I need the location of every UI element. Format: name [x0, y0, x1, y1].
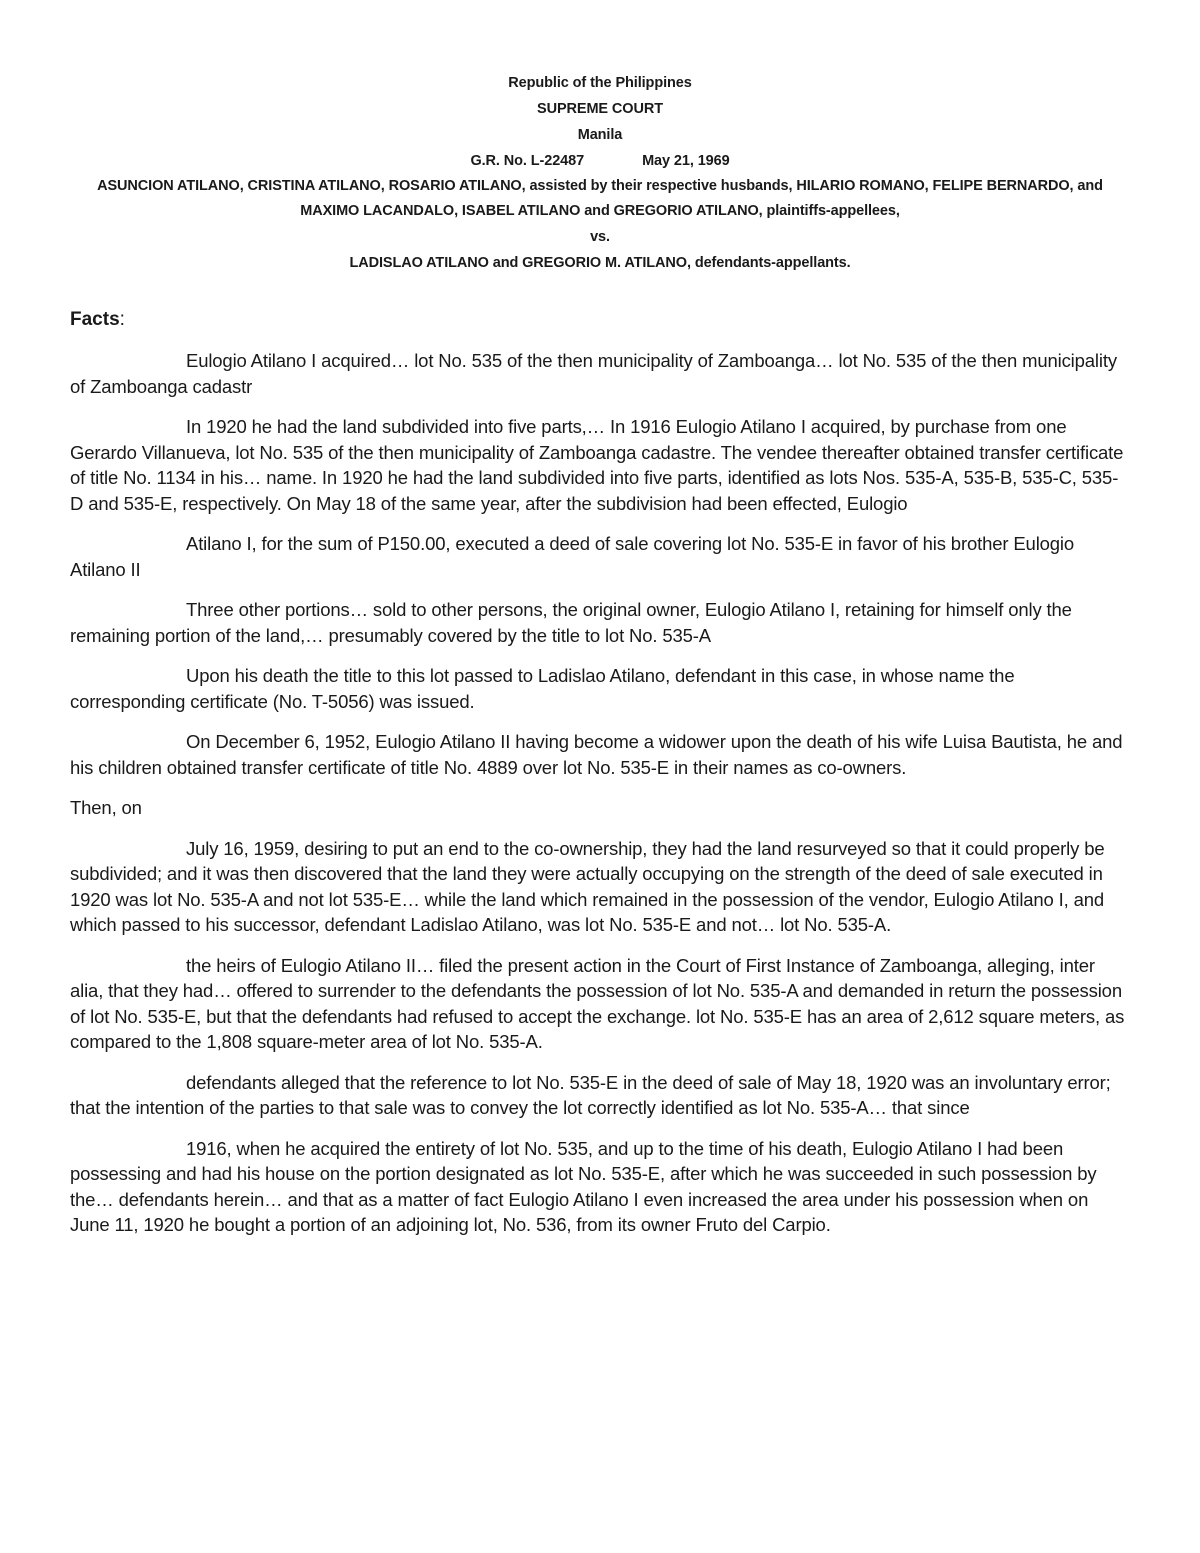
decision-date: May 21, 1969 [642, 153, 730, 169]
paragraph: In 1920 he had the land subdivided into five parts,… In 1916 Eulogio Atilano I acquired, by purchase from one Gerardo Villanueva, lot No. 535 of the then municipality of Zamboanga cadastre. The vendee thereafter obtained transfer certificate of title No. 1134 in his… name. In 1920 he had the land subdivided into five parts, identified as lots Nos. 535-A, 535-B, 535-C, 535-D and 535-E, respectively. On May 18 of the same year, after the subdivision had been effected, Eulogio [70, 416, 1124, 514]
court-line: SUPREME COURT [537, 101, 663, 117]
paragraph: the heirs of Eulogio Atilano II… filed the present action in the Court of First Instance of Zamboanga, alleging, inter alia, that they had… offered to surrender to the defendants the possession of lot No. 535-A and demanded in return the possession of lot No. 535-E, but that the defendants had refused to accept the exchange. lot No. 535-E has an area of 2,612 square meters, as compared to the 1,808 square-meter area of lot No. 535-A. [70, 954, 1125, 1052]
republic-line: Republic of the Philippines [508, 75, 692, 91]
facts-heading [70, 306, 1130, 334]
case-header [70, 70, 1130, 276]
paragraph: July 16, 1959, desiring to put an end to the co-ownership, they had the land resurveyed so that it could properly be subdivided; and it was then discovered that the land they were actually occupying on the strength of the deed of sale executed in 1920 was lot No. 535-A and not lot 535-E… while the land which remained in the possession of the vendor, Eulogio Atilano I, and which passed to his successor, defendant Ladislao Atilano, was lot No. 535-E and not… lot No. 535-A. [70, 837, 1105, 935]
case-number-line [70, 148, 1130, 174]
paragraph: Eulogio Atilano I acquired… lot No. 535 of the then municipality of Zamboanga… lot No. 535 of the then municipality of Zamboanga cadastr [70, 350, 1117, 397]
paragraph: On December 6, 1952, Eulogio Atilano II having become a widower upon the death of his wife Luisa Bautista, he and his children obtained transfer certificate of title No. 4889 over lot No. 535-E in their names as co-owners. [70, 731, 1123, 778]
facts-heading-text: Facts [70, 309, 120, 330]
city-line: Manila [577, 127, 623, 143]
paragraph: 1916, when he acquired the entirety of lot No. 535, and up to the time of his death, Eulogio Atilano I had been possessing and had his house on the portion designated as lot No. 535-E, after which he was succeeded in such possession by the… defendants herein… and that as a matter of fact Eulogio Atilano I even increased the area under his possession when on June 11, 1920 he bought a portion of an adjoining lot, No. 536, from its owner Fruto del Carpio. [70, 1137, 1097, 1235]
paragraph: defendants alleged that the reference to lot No. 535-E in the deed of sale of May 18, 1920 was an involuntary error; that the intention of the parties to that sale was to convey the lot correctly identified as lot No. 535-A… that since [70, 1071, 1111, 1118]
plaintiffs: ASUNCION ATILANO, CRISTINA ATILANO, ROSARIO ATILANO, assisted by their respective husbands, HILARIO ROMANO, FELIPE BERNARDO, and MAXIMO LACANDALO, ISABEL ATILANO and GREGORIO ATILANO, plaintiffs-appellees, [97, 178, 1103, 219]
paragraph: Atilano I, for the sum of P150.00, executed a deed of sale covering lot No. 535-E in favor of his brother Eulogio Atilano II [70, 533, 1075, 580]
facts-heading-colon: : [119, 309, 125, 330]
defendants: LADISLAO ATILANO and GREGORIO M. ATILANO, defendants-appellants. [349, 255, 851, 271]
paragraph: Upon his death the title to this lot passed to Ladislao Atilano, defendant in this case, in whose name the corresponding certificate (No. T-5056) was issued. [70, 665, 1015, 712]
document-page [70, 70, 1130, 1253]
paragraph: Then, on [70, 797, 142, 818]
versus: vs. [590, 229, 610, 245]
gr-number: G.R. No. L-22487 [470, 153, 585, 169]
paragraph: Three other portions… sold to other persons, the original owner, Eulogio Atilano I, retaining for himself only the remaining portion of the land,… presumably covered by the title to lot No. 535-A [70, 599, 1072, 646]
